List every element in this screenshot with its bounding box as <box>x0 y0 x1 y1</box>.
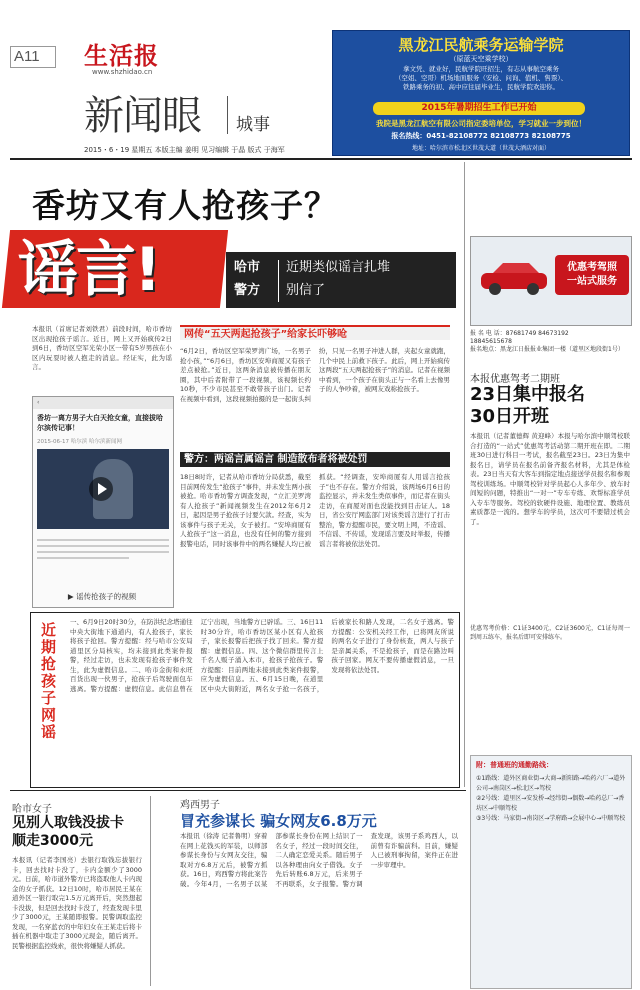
screenshot-caption: ▶ 谣传抢孩子的视频 <box>67 592 137 601</box>
ad-subtitle: （原蓝天空乘学校） <box>449 55 513 63</box>
screenshot-meta: 2015-06-17 哈尔滨 哈尔滨新闻网 <box>37 439 122 445</box>
ad-address: 地址：哈尔滨市松北区世茂大道（世茂大酒店对面） <box>411 145 550 152</box>
car-image <box>477 257 553 297</box>
screenshot-title: 香坊一离方男子大白天抢女童，直接拔哈尔滨传记事！ <box>37 414 163 432</box>
subhead-2: 警方：两谣言属谣言 制造散布者将被处罚 <box>180 452 450 467</box>
main-headline: 香坊又有人抢孩子？ <box>32 186 338 225</box>
right-body: 本报讯（记者董德辉 黄迎峰）本报与哈尔滨中顺驾校联合打造的“一站式”优惠驾考活动第二期开班在即。二期班30日进行科目一考试，报名截至23日。23日为集中报名日，请学员在报名前备齐报名材料，尤其是体检表。23日当天有大客车到指定地点接送学员报名和参观驾校训练场。中顺驾校针对学员起心人多年少、放车时间短的问题，特推出“一对一”专车专练、欢帮标准学员入专车等服务。驾校的软硬件设施、地理位置、教练员素质都是一流的。想学车的学员，这次可不要错过机会了。 <box>470 432 630 526</box>
ad-banner: 2015年暑期招生工作已开始 <box>373 102 585 115</box>
right-headline-small: 本报优惠驾考二期班 <box>470 374 560 385</box>
bottom-left-title: 见别人取钱没拔卡 顺走3000元 <box>12 815 124 849</box>
ad-phone: 报名热线：0451-82108772 82108773 82108775 <box>391 132 571 140</box>
top-advertisement[interactable] <box>332 30 630 156</box>
bus-routes-title: 附：普通班的通勤路线： <box>476 761 553 769</box>
paragraph-2: 18日8时许，记者从哈市香坊分局获悉，截至目前网传发生“抢孩子”事件，并未发生两小孩被抢。哈市香坊警方调查发现，“立汇美罗湾有人抢孩子”新闻视频发生在2012年6月2日，起因是男子抢孩子讨要欠款。经查，实为该事件与孩子无关，女子被打。“安埠商厦有人抢孩子”这一消息，也没有任何的警方接到报警电话，同时该事件中的两名嫌疑人均已被抓获。“经调查，安埠商厦有人用谣言抢孩子”也不存在。警方介绍说，该两场6月6日的监控显示，并未发生类似事件，而记者在街头走访，在商厦对面也没能找到目击证人。18日，省公安厅网监部门对该类谣言进行了打击整治，警方提醒市民，要文明上网，不造谣、不信谣、不传谣，发现谣言要及时举报，传播谣言者将被依法处罚。 <box>180 473 450 548</box>
date-line: 2015・6・19 星期五 本版主编 姜明 见习编辑 于晶 版式 于海军 <box>84 146 285 154</box>
bottom-right-body: 本报讯（徐涛 记者鲁明）穿着在网上花钱买的军装，以师部参谋长身份与女网友交往，骗取对方6.8万元后，被警方抓获。16日，鸡西警方将此案告破。今年4月，一名男子以某部参谋长身份在网上结识了一名女子，经过一段时间交往，二人确定恋爱关系。随后男子以各种理由向女子借钱。女子先后转账6.8万元，后来男子不再联系，女子报警。警方调查发现，该男子系鸡西人，以前曾有诈骗前科。目前，嫌疑人已被刑事拘留，案件正在进一步审理中。 <box>180 832 458 888</box>
rumor-label-text: 谣言! <box>18 235 160 305</box>
article-intro: 本报讯（首席记者刘铁君）前段时间，哈市香坊区出现抢孩子谣言。近日，网上又开始疯传2日到6日，香坊区空军光荣小区一带有5岁男孩在小区内玩耍时被人抱走的消息。经证实，此为谣言。 <box>32 325 172 371</box>
page-number: A11 <box>14 48 40 65</box>
newspaper-site: www.shzhidao.cn <box>92 68 153 76</box>
subhead-police: 哈市 警方 <box>234 260 261 298</box>
bottom-left-kicker: 哈市女子 <box>12 804 52 815</box>
right-fee: 优惠驾考价格：C1证3400元，C2证3600元，C1证每周一到周五练车，报名后即可安排练车。 <box>470 625 630 641</box>
video-screenshot <box>32 396 174 608</box>
screenshot-header: ‹ <box>33 397 173 409</box>
rumor-box-text: 一、6月9日20时30分，在防洪纪念塔通往中央大街地下通道内，有人抢孩子，家长将孩子抢回。警方提醒：经与哈市公安局道里区分局核实，均未接到此类案件报警，经过走访，也未发现有抢孩子事件发生，此为虚假信息。二、哈市金街和永旺百货出现一伙男子，抢孩子后驾驶面包车逃离。警方提醒：虚假信息。此信息曾在辽宁出现，当地警方已辟谣。三、16日11时30分许，哈市香坊区某小区有人抢孩子，家长报警后把孩子找了回来。警方提醒：虚假信息。四、这个微信群里传言上千名人贩子涌入本市，抢孩子抢孩子。警方提醒：目前两地未接到此类案件报警，应为虚假信息。五、6月15日晚，在道里区中央大街附近，两名女子抢一名孩子，后被家长和路人发现，二名女子逃离。警方提醒：公安机关经工作，已将网友所说的两名女子进行了身份核查，两人与孩子是亲属关系，不是抢孩子，而是在路边叫孩子回家。网友不要传播虚假消息，一旦发现将依法处罚。 <box>70 618 454 693</box>
newspaper-logo: 生活报 <box>84 41 159 70</box>
bottom-right-title: 冒充参谋长 骗女网友6.8万元 <box>180 812 377 830</box>
subhead-text: 近期类似谣言扎堆 别信了 <box>286 260 391 298</box>
section-title: 新闻眼 <box>84 93 201 139</box>
driving-contact: 报 名 电 话：87681749 84673192 18845615678 报名地点：黑龙江日报报业集团一楼（道里区地段街1号） <box>470 330 624 353</box>
bus-routes-text: ①1路线：道外区商业街→大商→新阳路→哈药六厂→道外公司→南岗区→松北区→驾校 ②2号线：道里区→安发桥→经纬街→偶数→哈药总厂→香坊区→中顺驾校 ③3号线：马家街→南岗区→学府路→会展中心→中顺驾校 <box>476 775 626 822</box>
driving-ad-text: 优惠考驾照 一站式服务 <box>555 255 629 295</box>
subsection-title: 城事 <box>236 115 270 135</box>
play-icon[interactable] <box>89 477 113 501</box>
ad-title: 黑龙江民航乘务运输学院 <box>398 36 564 54</box>
bottom-left-body: 本报讯（记者李国亮）去银行取钱忘拔银行卡，回去找时卡没了，卡内金额少了3000元。日前，哈市道外警方已将盗取他人卡内现金的女子抓获。12日10时，哈市居民王某在道外区一银行取完1.5万元离开后，突然想起卡没拔，但是回去找时卡没了，经查发现卡里少了3000元，王某随即报警。民警调取监控发现，一名穿蓝衣的中年妇女在王某走后将卡插在机器中取走了3000元现金，随后离开。民警根据监控线索，很快将嫌疑人抓获。 <box>12 856 142 950</box>
screenshot-text-lines <box>37 535 169 579</box>
subhead-1: 网传“五天两起抢孩子”给家长吓够呛 <box>180 325 450 340</box>
ad-body: 拿文凭、就业好，民航学院旺招生，有志从事航空乘务 （空姐、空哥）机场地面服务（安检、问询、值机、售票）、 铁路乘务的初、高中应往届毕业生，民航学院欢迎你。 <box>394 65 568 91</box>
video-player[interactable] <box>37 449 169 529</box>
paragraph-1: “6月2日，香坊区空军荣罗湾广场，一名男子抢小孩，”“6月6日，香坊区安埠商厦又有孩子差点被抢。”近日，这两条消息被传播在朋友圈，其中后者附带了一段视频，该视频长约10秒，不少市民甚至不敢带孩子出门。记者在视频中看到，这段视频拍摄的是一起街头纠纷，只见一名男子冲进人群，夹起女童就跑，几个中民上前救下孩子。此后，网上开始疯传这两段“五天两起抢孩子”的消息。记者在视频中看到，一个孩子在街头正与一名看上去像男子的人争吵着，被网友戏称抢孩子。 <box>180 347 450 403</box>
bottom-right-kicker: 鸡西男子 <box>180 800 220 811</box>
driving-school-ad[interactable] <box>470 236 632 326</box>
right-headline-big: 23日集中报名 30日开班 <box>470 384 586 427</box>
ad-slogan: 我院是黑龙江航空有限公司指定委培单位，学习就业一步到位！ <box>376 119 586 128</box>
rumor-box-title: 近期抢孩子网谣 <box>39 622 57 741</box>
